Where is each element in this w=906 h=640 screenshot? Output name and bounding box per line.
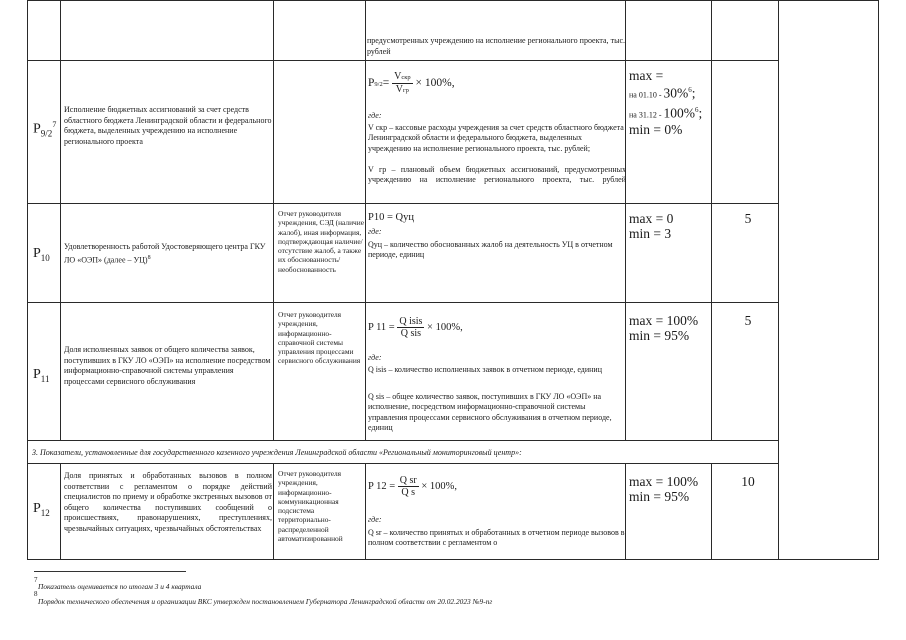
p92-code: $P_{9/2}^7$	[33, 120, 57, 139]
p92-where: где:	[368, 111, 382, 120]
p10-description: Удовлетворенность работой Удостоверяющего центра ГКУ ЛО «ОЭП» (далее – УЦ)$^8$	[64, 242, 266, 265]
p11-def-1: Q isis – количество исполненных заявок в отчетном периоде, единиц	[368, 365, 602, 374]
p12-def-1: Q sr – количество принятых и обработанных в отчетном периоде вызовов в полном соответствии с регламентом о	[368, 528, 625, 548]
p11-code: $P_{11}$	[33, 367, 50, 384]
p12-where: где:	[368, 515, 382, 524]
p10-range: max = 0 min = 3	[629, 211, 674, 241]
p10-code: $P_{10}$	[33, 246, 50, 263]
p12-range: max = 100% min = 95%	[629, 474, 699, 504]
p10-weight: 5	[744, 211, 752, 226]
footnote-8-number: 8	[34, 590, 38, 598]
p11-def-2: Q sis – общее количество заявок, поступивших в ГКУ ЛО «ОЭП» на исполнение, посредством информационно-справочной системы управления процессами сервисного обслуживания в отчетном периоде, единиц	[368, 392, 612, 433]
p12-description: Доля принятых и обработанных вызовов в полном соответствии с регламентом о порядке действий специалистов по приему и обработке экстренных вызовов от общего количества поступивших сообщений о происшествиях, правонарушениях, преступлениях, чрезвычайных ситуациях, чрезвычайных обстоятельствах	[64, 471, 272, 533]
p12-code: $P_{12}$	[33, 501, 50, 518]
footnote-separator	[34, 571, 186, 572]
p11-weight: 5	[744, 313, 752, 328]
footnote-8-text: Порядок технического обеспечения и организации ВКС утвержден постановлением Губернатора Ленинградской области от 20.02.2023 №9-пг	[38, 597, 493, 606]
p92-formula: P9/2= $\frac{\text{Vскр}}{\text{Vгр}}$ × 100%,	[368, 71, 455, 95]
p92-description: Исполнение бюджетных ассигнований за счет средств областного бюджета Ленинградской области и федерального бюджета, выделенных учреждению на исполнение регионального проекта	[64, 105, 272, 146]
p10-source: Отчет руководителя учреждения, СЭД (наличие жалоб), иная информация, подтверждающая наличие/отсутствие жалоб, а также их обоснованность/необоснованность	[278, 209, 364, 274]
top-row-formula-tail: предусмотренных учреждению на исполнение регионального проекта, тыс. рублей	[367, 36, 625, 56]
p11-formula: P 11 = $\frac{\text{Q isis}}{\text{Q sis}}$ × 100%,	[368, 316, 463, 339]
footnote-7-text: Показатель оценивается по итогам 3 и 4 квартала	[38, 582, 202, 591]
p12-weight: 10	[741, 474, 755, 489]
p10-where: где:	[368, 227, 382, 236]
section-3-title: 3. Показатели, установленные для государственного казенного учреждения Ленинградской области «Региональный мониторинговый центр»:	[32, 448, 522, 457]
p11-where: где:	[368, 353, 382, 362]
p10-formula: P10 = Qуц	[368, 212, 414, 223]
p11-range: max = 100% min = 95%	[629, 313, 699, 343]
p92-range: max = на 01.10 - 30%$^6$; на 31.12 - 100%$^6$; min = 0%	[629, 68, 703, 137]
footnote-7-number: 7	[34, 576, 38, 584]
p12-formula: P 12 = $\frac{\text{Q sr}}{\text{Q s}}$ × 100%,	[368, 475, 457, 498]
p11-description: Доля исполненных заявок от общего количества заявок, поступивших в ГКУ ЛО «ОЭП» на исполнение посредством информационно-справочной системы управления процессами сервисного обслуживания	[64, 345, 271, 386]
p10-def-1: Qуц – количество обоснованных жалоб на деятельность УЦ в отчетном периоде, единиц	[368, 240, 613, 260]
p12-source: Отчет руководителя учреждения, информационно-коммуникационная подсистема территориально-распределенной автоматизированной	[278, 469, 343, 544]
p92-def-1: V скр – кассовые расходы учреждения за счет средств областного бюджета Ленинградской области и федерального бюджета, выделенных учреждению на исполнение регионального проекта, тыс. рублей;	[368, 123, 624, 153]
p92-def-2: V гр – плановый объем бюджетных ассигнований, предусмотренных учреждению на исполнение регионального проекта, тыс. рублей	[368, 165, 626, 185]
p11-source: Отчет руководителя учреждения, информационно-справочной системы управления процессами сервисного обслуживания	[278, 310, 361, 366]
